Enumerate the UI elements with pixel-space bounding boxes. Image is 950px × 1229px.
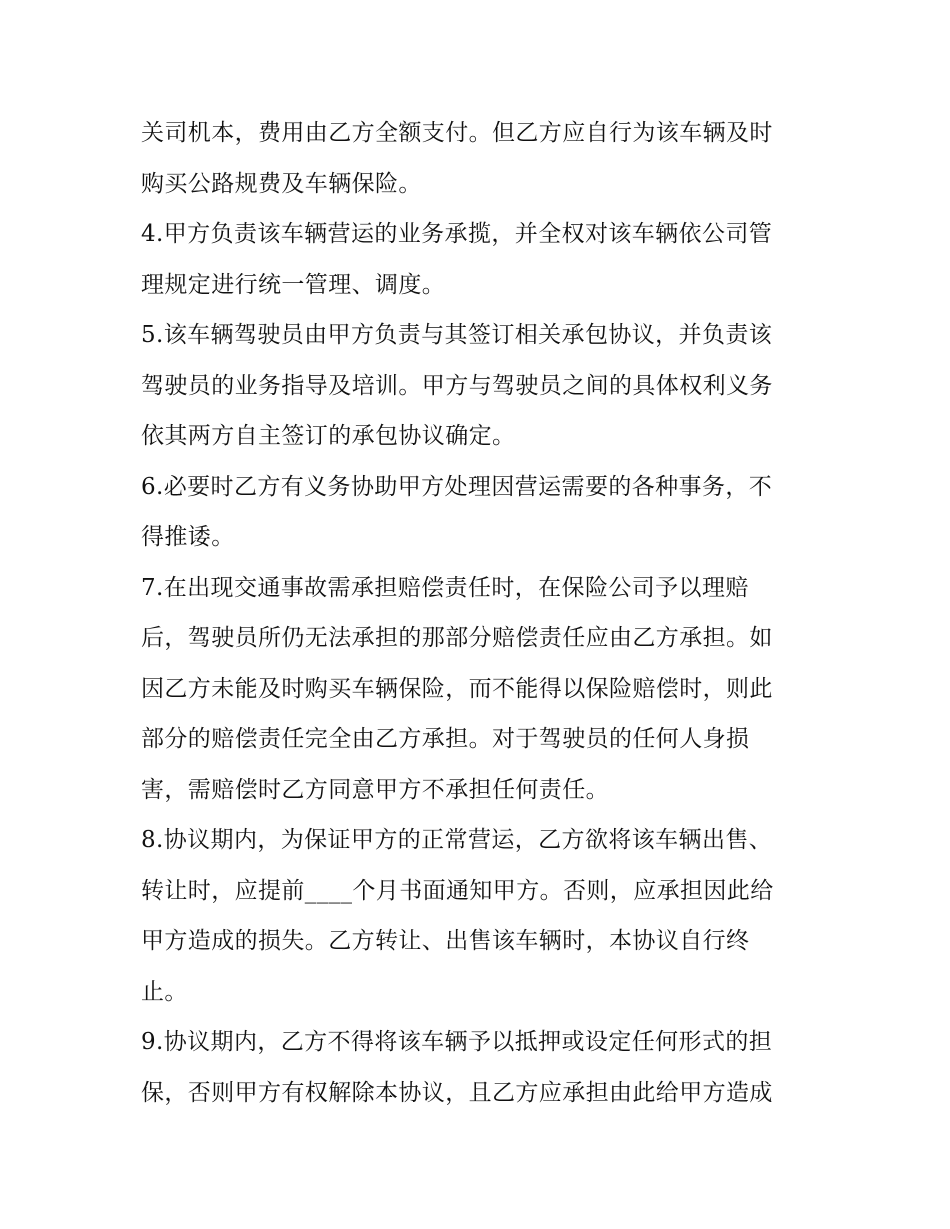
text-line: 害，需赔偿时乙方同意甲方不承担任何责任。 xyxy=(141,776,609,803)
text-line: 关司机本，费用由乙方全额支付。但乙方应自行为该车辆及时 xyxy=(141,120,773,146)
clause-8-line: 8.协议期内，为保证甲方的正常营运，乙方欲将该车辆出售、 xyxy=(141,827,773,853)
clause-6-line: 6.必要时乙方有义务协助甲方处理因营运需要的各种事务，不 xyxy=(141,473,773,500)
text-line: 甲方造成的损失。乙方转让、出售该车辆时，本协议自行终 xyxy=(141,928,750,954)
text-line: 转让时，应提前____个月书面通知甲方。否则，应承担因此给 xyxy=(141,877,774,904)
clause-7-line: 7.在出现交通事故需承担赔偿责任时，在保险公司予以理赔 xyxy=(141,574,749,601)
text-line: 因乙方未能及时购买车辆保险，而不能得以保险赔偿时，则此 xyxy=(141,675,773,702)
text-line: 购买公路规费及车辆保险。 xyxy=(141,170,422,197)
text-line: 部分的赔偿责任完全由乙方承担。对于驾驶员的任何人身损 xyxy=(141,726,750,752)
clause-5-line: 5.该车辆驾驶员由甲方负责与其签订相关承包协议，并负责该 xyxy=(141,322,773,348)
clause-4-line: 4.甲方负责该车辆营运的业务承揽，并全权对该车辆依公司管 xyxy=(141,221,773,247)
text-line: 得推诿。 xyxy=(141,524,235,550)
text-line: 理规定进行统一管理、调度。 xyxy=(141,271,446,298)
text-line: 驾驶员的业务指导及培训。甲方与驾驶员之间的具体权利义务 xyxy=(141,372,773,399)
text-line: 后，驾驶员所仍无法承担的那部分赔偿责任应由乙方承担。如 xyxy=(141,625,773,651)
clause-9-line: 9.协议期内，乙方不得将该车辆予以抵押或设定任何形式的担 xyxy=(141,1029,773,1055)
text-line: 保，否则甲方有权解除本协议，且乙方应承担由此给甲方造成 xyxy=(141,1079,773,1106)
text-line: 依其两方自主签订的承包协议确定。 xyxy=(141,423,516,449)
document-body xyxy=(141,108,821,1118)
text-line: 止。 xyxy=(141,978,188,1005)
